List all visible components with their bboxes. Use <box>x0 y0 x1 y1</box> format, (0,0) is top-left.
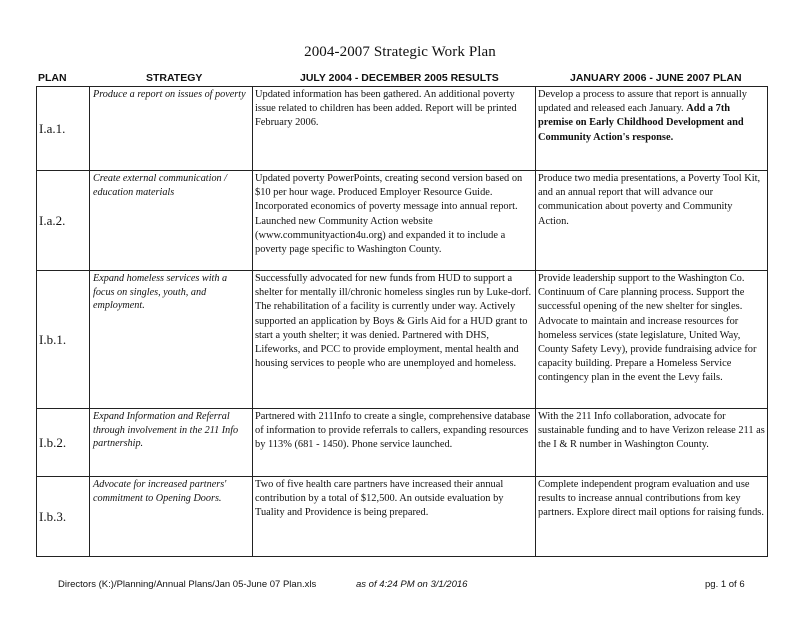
results-cell: Two of five health care partners have increased their annual contribution by a total of $12,500. An outside evaluation by Tuality and Providence is being prepared. <box>253 477 536 557</box>
strategy-cell: Produce a report on issues of poverty <box>90 87 253 171</box>
table-row <box>37 409 768 477</box>
plan-cell: I.a.2. <box>37 171 90 271</box>
next-plan-cell: Complete independent program evaluation and use results to increase annual contributions from key partners. Explore direct mail options for raising funds. <box>536 477 768 557</box>
strategy-cell: Expand Information and Referral through involvement in the 211 Info partnership. <box>90 409 253 477</box>
plan-cell: I.b.2. <box>37 409 90 477</box>
plan-cell: I.b.3. <box>37 477 90 557</box>
column-headers <box>0 72 800 86</box>
document-title: 2004-2007 Strategic Work Plan <box>304 44 496 60</box>
work-plan-table <box>36 86 768 557</box>
footer-page-number: pg. 1 of 6 <box>705 579 745 590</box>
header-results: JULY 2004 - DECEMBER 2005 RESULTS <box>300 72 499 84</box>
plan-cell: I.a.1. <box>37 87 90 171</box>
next-plan-bold-text: Add a 7th premise on Early Childhood Development and Community Action's response. <box>538 103 744 143</box>
results-cell: Updated poverty PowerPoints, creating second version based on $10 per hour wage. Produced Employer Resource Guide. Incorporated economics of poverty message into annual report. Launched new Community Action website (www.communityaction4u.org) and expanded it to include a poverty page specific to Washington County. <box>253 171 536 271</box>
footer-file-path: Directors (K:)/Planning/Annual Plans/Jan 05-June 07 Plan.xls <box>58 579 317 590</box>
footer-timestamp: as of 4:24 PM on 3/1/2016 <box>356 579 468 590</box>
next-plan-cell: With the 211 Info collaboration, advocate for sustainable funding and to have Verizon release 211 as the I & R number in Washington County. <box>536 409 768 477</box>
header-next-plan: JANUARY 2006 - JUNE 2007 PLAN <box>570 72 742 84</box>
table-row <box>37 271 768 409</box>
page-footer <box>0 579 800 593</box>
next-plan-cell <box>536 87 768 171</box>
strategy-cell: Advocate for increased partners' commitment to Opening Doors. <box>90 477 253 557</box>
header-strategy: STRATEGY <box>146 72 203 84</box>
results-cell: Updated information has been gathered. An additional poverty issue related to children has been added. Report will be printed February 2006. <box>253 87 536 171</box>
header-plan: PLAN <box>38 72 67 84</box>
next-plan-text: Develop a process to assure that report is annually updated and released each January. <box>538 89 747 115</box>
next-plan-cell: Provide leadership support to the Washington Co. Continuum of Care planning process. Support the successful opening of the new shelter for singles. Advocate to maintain and increase resources for homeless services (state legislature, United Way, County Safety Levy), provide fundraising advice for capacity building. Prepare a Homeless Service contingency plan in the event the Levy fails. <box>536 271 768 409</box>
table-row <box>37 87 768 171</box>
table-row <box>37 171 768 271</box>
results-cell: Successfully advocated for new funds from HUD to support a shelter for mentally ill/chronic homeless singles run by Luke-dorf. The rehabilitation of a facility is currently under way. Actively supported an application by Boys & Girls Aid for a HUD grant to start a youth shelter; it was denied. Partnered with DHS, Lifeworks, and PCC to provide employment, mental health and housing services to people who are unemployed and homeless. <box>253 271 536 409</box>
next-plan-cell: Produce two media presentations, a Poverty Tool Kit, and an annual report that will advance our communication about poverty and Community Action. <box>536 171 768 271</box>
results-cell: Partnered with 211Info to create a single, comprehensive database of information to provide referrals to callers, expanding resources by 113% (681 - 1450). Phone service launched. <box>253 409 536 477</box>
strategy-cell: Expand homeless services with a focus on singles, youth, and employment. <box>90 271 253 409</box>
strategy-cell: Create external communication / education materials <box>90 171 253 271</box>
table-row <box>37 477 768 557</box>
plan-cell: I.b.1. <box>37 271 90 409</box>
